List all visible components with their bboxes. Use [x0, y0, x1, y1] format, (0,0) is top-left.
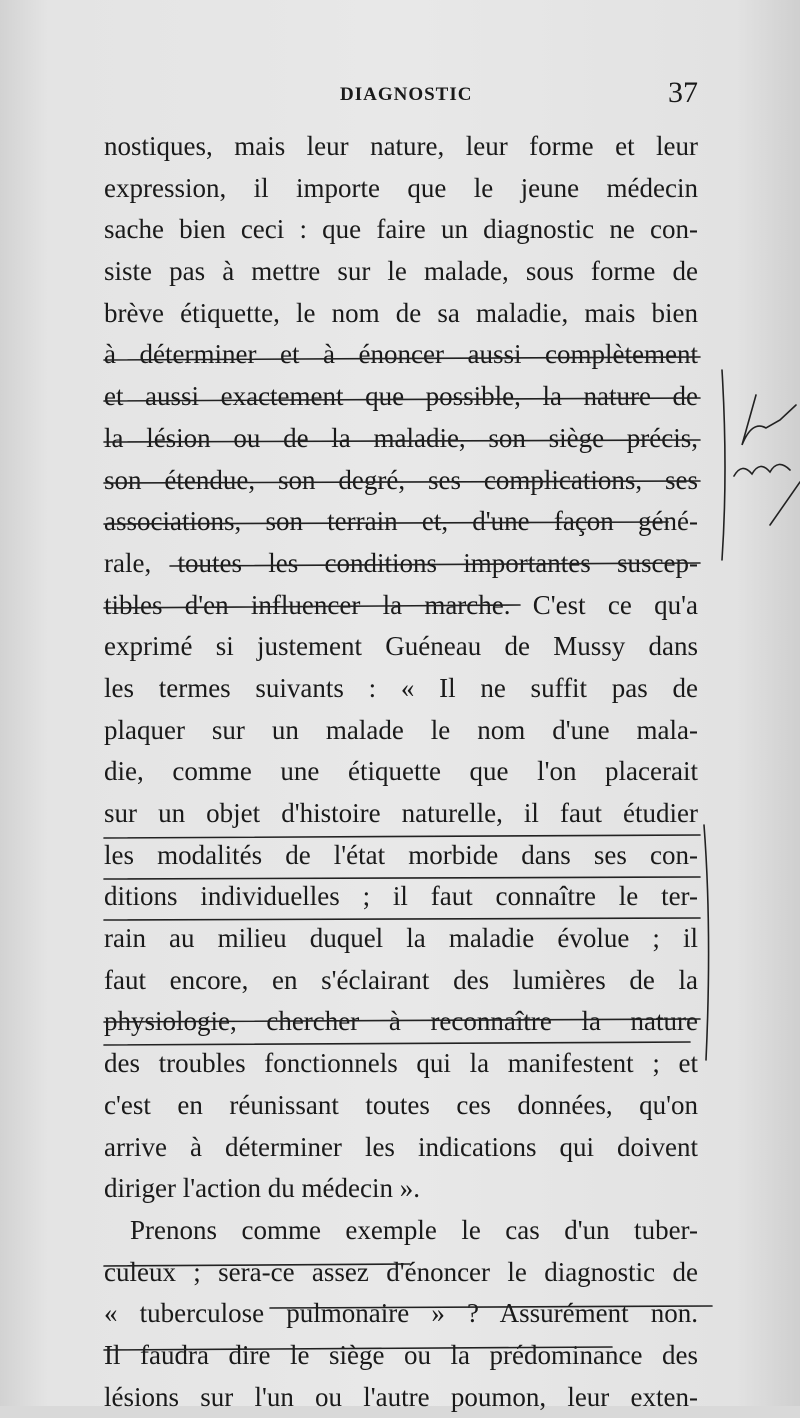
text-line: faut encore, en s'éclairant des lumières de la [104, 964, 698, 995]
text-line: siste pas à mettre sur le malade, sous forme de [104, 256, 698, 287]
text-line: et aussi exactement que possible, la nature de [104, 381, 698, 412]
text-line: la lésion ou de la maladie, son siège précis, [104, 422, 698, 453]
text-line: brève étiquette, le nom de sa maladie, mais bien [104, 297, 698, 328]
running-head: DIAGNOSTIC [340, 84, 473, 105]
text-line: sur un objet d'histoire naturelle, il faut étudier [104, 798, 698, 828]
text-line: ditions individuelles ; il faut connaître le ter- [104, 881, 698, 912]
text-line: tibles d'en influencer la marche. C'est ce qu'a [104, 589, 698, 620]
page-number: 37 [668, 76, 698, 109]
text-line: des troubles fonctionnels qui la manifestent ; et [104, 1048, 698, 1079]
text-line: diriger l'action du médecin ». [104, 1173, 421, 1204]
text-line: plaquer sur un malade le nom d'une mala- [104, 714, 698, 745]
text-line: Prenons comme exemple le cas d'un tuber- [130, 1214, 698, 1245]
text-line: expression, il importe que le jeune médecin [104, 172, 698, 203]
text-line: rale, toutes les conditions importantes suscep- [104, 547, 698, 578]
text-line: culeux ; sera-ce assez d'énoncer le diagnostic de [104, 1256, 698, 1287]
text-line: physiologie, chercher à reconnaître la nature [104, 1006, 698, 1037]
text-line: rain au milieu duquel la maladie évolue ; il [104, 923, 698, 954]
text-line: lésions sur l'un ou l'autre poumon, leur exten- [104, 1381, 698, 1412]
text-line: à déterminer et à énoncer aussi complètement [104, 339, 698, 370]
margin-scribble [742, 395, 796, 445]
page-header [0, 76, 800, 112]
text-line: Il faudra dire le siège ou la prédominance des [104, 1339, 698, 1370]
text-line: nostiques, mais leur nature, leur forme et leur [104, 131, 698, 161]
margin-bar [704, 825, 709, 1060]
text-line: die, comme une étiquette que l'on placerait [104, 756, 698, 787]
text-line: son étendue, son degré, ses complications, ses [104, 464, 698, 495]
text-line: c'est en réunissant toutes ces données, qu'on [104, 1089, 698, 1120]
text-line: les modalités de l'état morbide dans ses con- [104, 839, 698, 870]
text-line: les termes suivants : « Il ne suffit pas de [104, 672, 698, 703]
text-line: sache bien ceci : que faire un diagnostic ne con- [104, 214, 698, 245]
margin-bar [722, 370, 725, 560]
body-text [104, 126, 698, 1418]
margin-scribble [734, 464, 790, 476]
text-line: arrive à déterminer les indications qui doivent [104, 1131, 698, 1162]
text-line: exprimé si justement Guéneau de Mussy dans [104, 631, 698, 662]
margin-scribble [770, 482, 800, 525]
text-line: « tuberculose pulmonaire » ? Assurément non. [104, 1298, 698, 1329]
text-line: associations, son terrain et, d'une façon géné- [104, 506, 698, 537]
